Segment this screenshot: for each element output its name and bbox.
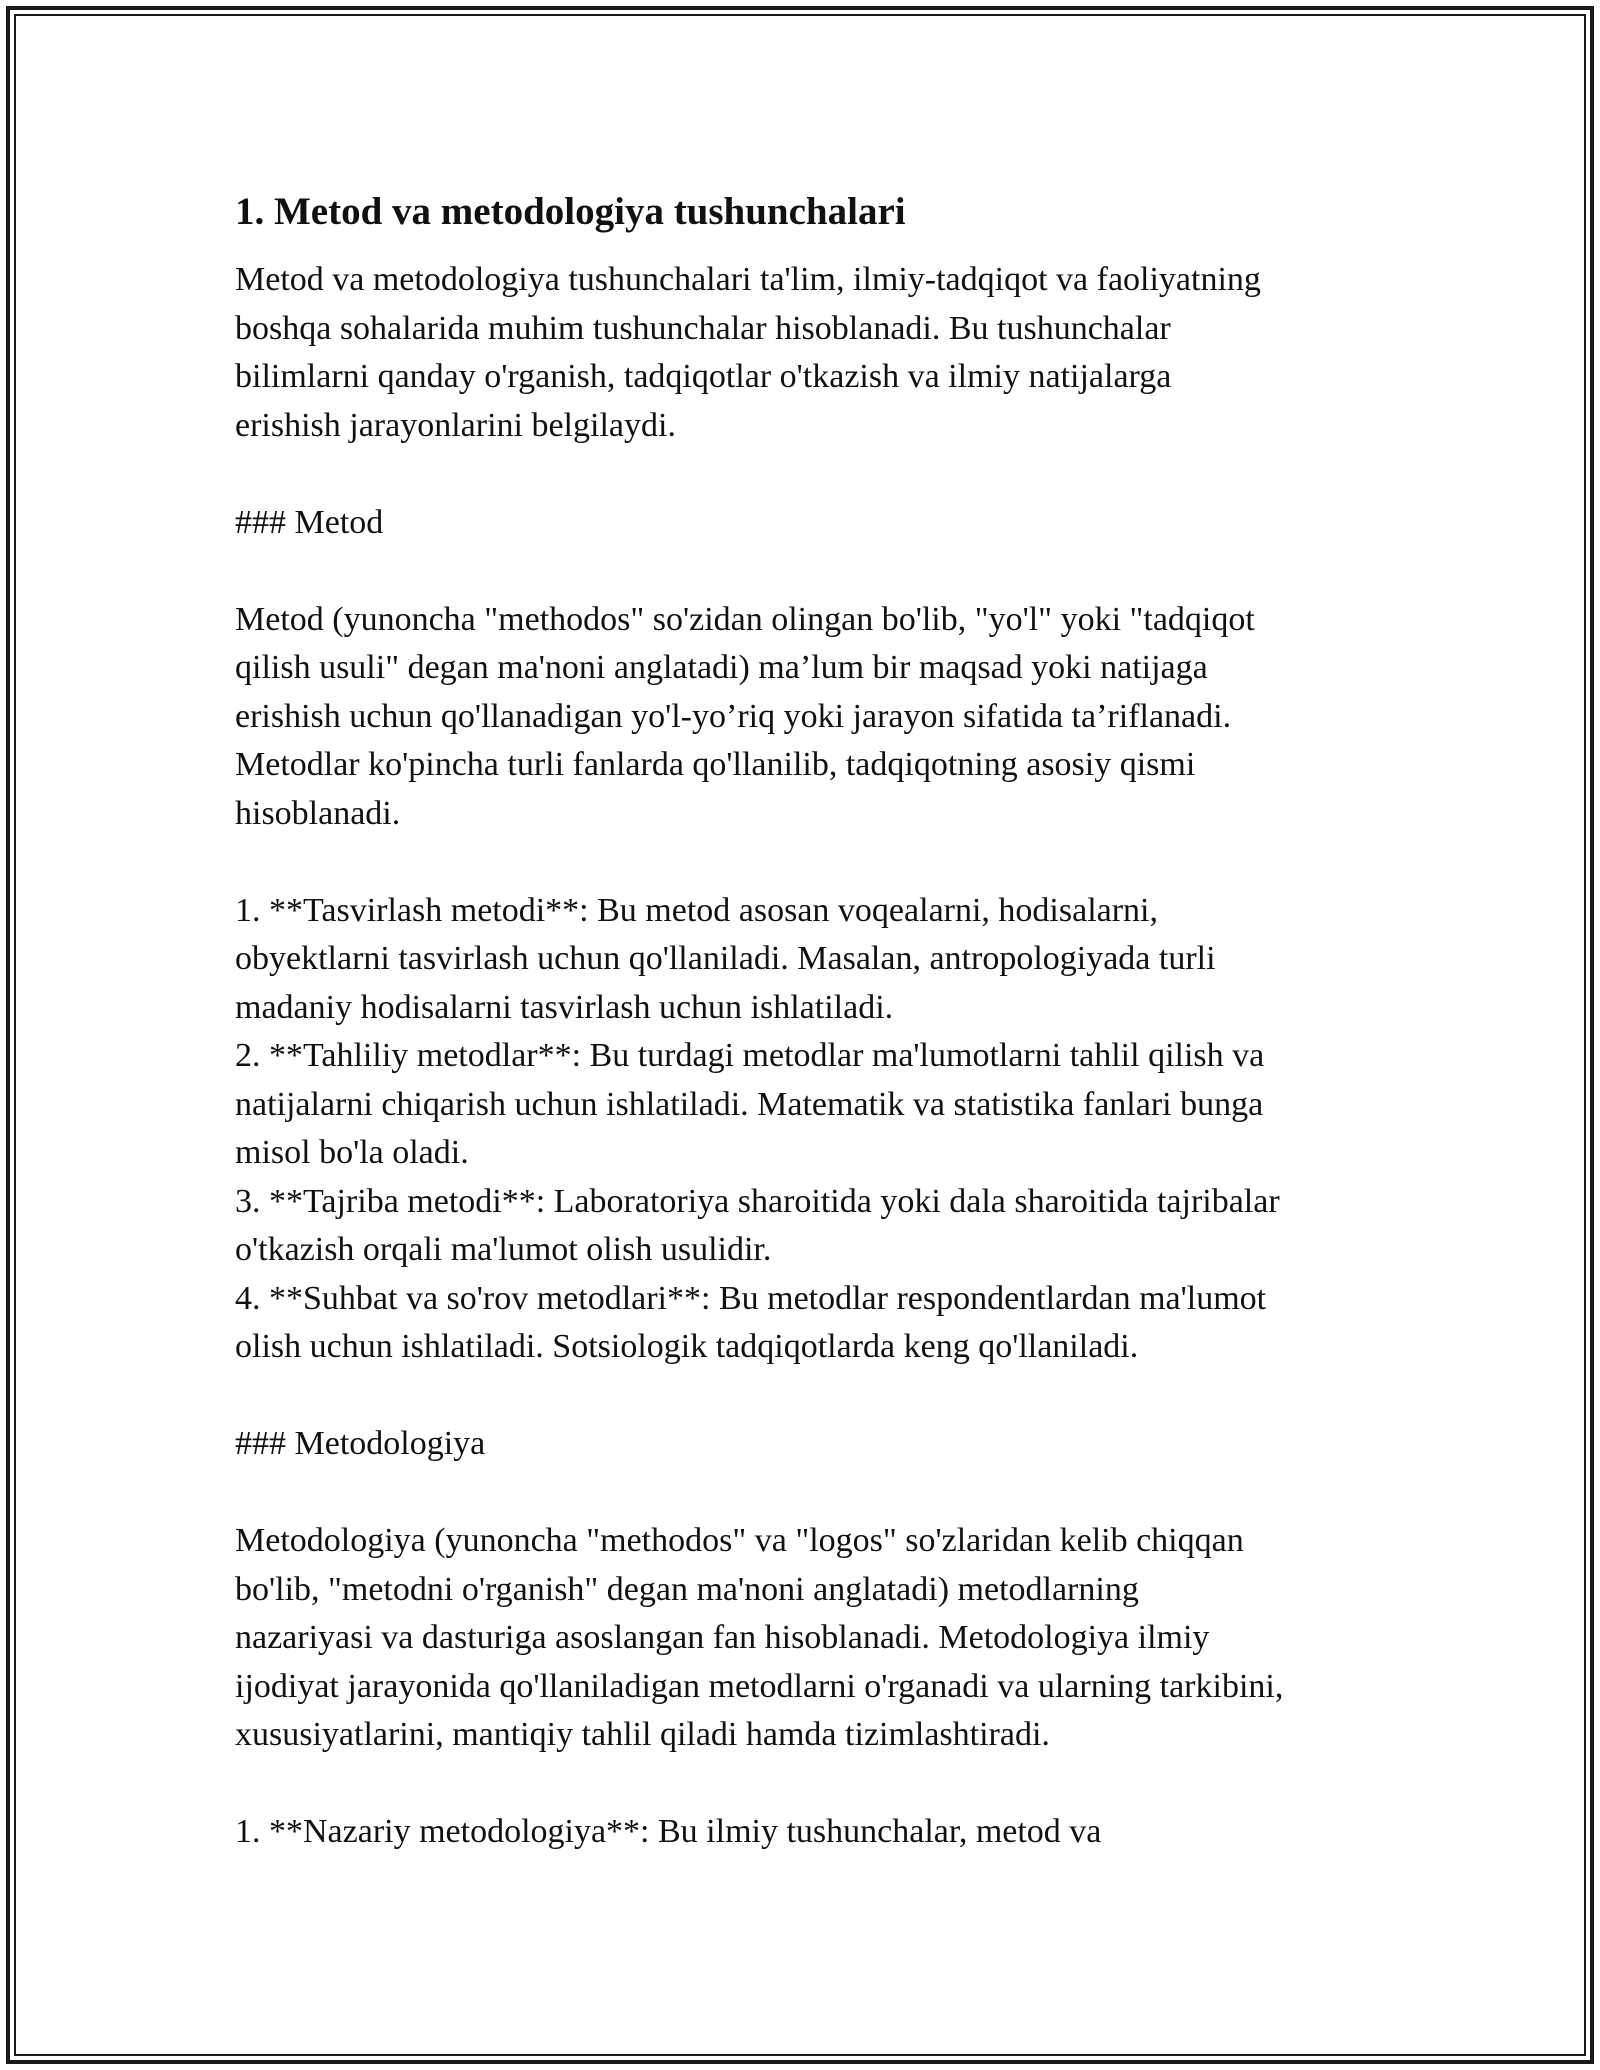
text-line: erishish jarayonlarini belgilaydi. xyxy=(235,406,676,444)
text-line: Metod (yunoncha "methodos" so'zidan olingan bo'lib, "yo'l" yoki "tadqiqot xyxy=(235,600,1255,638)
document-body xyxy=(235,186,1385,1857)
blank-line xyxy=(235,838,1385,887)
metodologiya-list xyxy=(235,1808,1385,1857)
heading-text: ### Metodologiya xyxy=(235,1425,486,1462)
list-item-line: obyektlarni tasvirlash uchun qo'llaniladi. Masalan, antropologiyada turli xyxy=(235,940,1216,977)
blank-line xyxy=(235,1469,1385,1518)
text-line: bilimlarni qanday o'rganish, tadqiqotlar o'tkazish va ilmiy natijalarga xyxy=(235,358,1172,395)
list-item-line: misol bo'la oladi. xyxy=(235,1134,469,1171)
text-line: xususiyatlarini, mantiqiy tahlil qiladi hamda tizimlashtiradi. xyxy=(235,1716,1050,1753)
blank-line xyxy=(235,1760,1385,1809)
blank-line xyxy=(235,1372,1385,1421)
intro-paragraph xyxy=(235,256,1385,450)
list-item-line: 1. **Tasvirlash metodi**: Bu metod asosan voqealarni, hodisalarni, xyxy=(235,891,1158,929)
text-line: ijodiyat jarayonida qo'llaniladigan metodlarni o'rganadi va ularning tarkibini, xyxy=(235,1667,1284,1705)
text-line: Metodlar ko'pincha turli fanlarda qo'llanilib, tadqiqotning asosiy qismi xyxy=(235,746,1196,783)
text-line: qilish usuli" degan ma'noni anglatadi) ma’lum bir maqsad yoki natijaga xyxy=(235,649,1208,686)
list-item-line: natijalarni chiqarish uchun ishlatiladi. Matematik va statistika fanlari bunga xyxy=(235,1085,1264,1123)
list-item-line: 1. **Nazariy metodologiya**: Bu ilmiy tushunchalar, metod va xyxy=(235,1813,1102,1850)
section-heading-metodologiya xyxy=(235,1420,1385,1469)
text-line: hisoblanadi. xyxy=(235,794,401,832)
list-item-line: 2. **Tahliliy metodlar**: Bu turdagi metodlar ma'lumotlarni tahlil qilish va xyxy=(235,1037,1265,1074)
text-line: erishish uchun qo'llanadigan yo'l-yo’riq yoki jarayon sifatida ta’riflanadi. xyxy=(235,697,1232,735)
section-heading-metod xyxy=(235,499,1385,548)
blank-line xyxy=(235,450,1385,499)
text-line: bo'lib, "metodni o'rganish" degan ma'noni anglatadi) metodlarning xyxy=(235,1570,1139,1608)
list-item-line: 4. **Suhbat va so'rov metodlari**: Bu metodlar respondentlardan ma'lumot xyxy=(235,1279,1267,1317)
metod-list xyxy=(235,887,1385,1372)
text-line: Metodologiya (yunoncha "methodos" va "logos" so'zlaridan kelib chiqqan xyxy=(235,1522,1244,1559)
list-item-line: 3. **Tajriba metodi**: Laboratoriya sharoitida yoki dala sharoitida tajribalar xyxy=(235,1182,1280,1220)
list-item-line: olish uchun ishlatiladi. Sotsiologik tadqiqotlarda keng qo'llaniladi. xyxy=(235,1328,1139,1365)
text-line: nazariyasi va dasturiga asoslangan fan hisoblanadi. Metodologiya ilmiy xyxy=(235,1619,1210,1656)
list-item-line: o'tkazish orqali ma'lumot olish usulidir. xyxy=(235,1231,772,1268)
text-line: boshqa sohalarida muhim tushunchalar hisoblanadi. Bu tushunchalar xyxy=(235,309,1171,347)
list-item-line: madaniy hodisalarni tasvirlash uchun ishlatiladi. xyxy=(235,988,894,1026)
metod-paragraph xyxy=(235,596,1385,839)
blank-line xyxy=(235,547,1385,596)
document-title: 1. Metod va metodologiya tushunchalari xyxy=(235,190,906,233)
text-line: Metod va metodologiya tushunchalari ta'lim, ilmiy-tadqiqot va faoliyatning xyxy=(235,261,1261,298)
metodologiya-paragraph xyxy=(235,1517,1385,1760)
heading-text: ### Metod xyxy=(235,503,384,541)
